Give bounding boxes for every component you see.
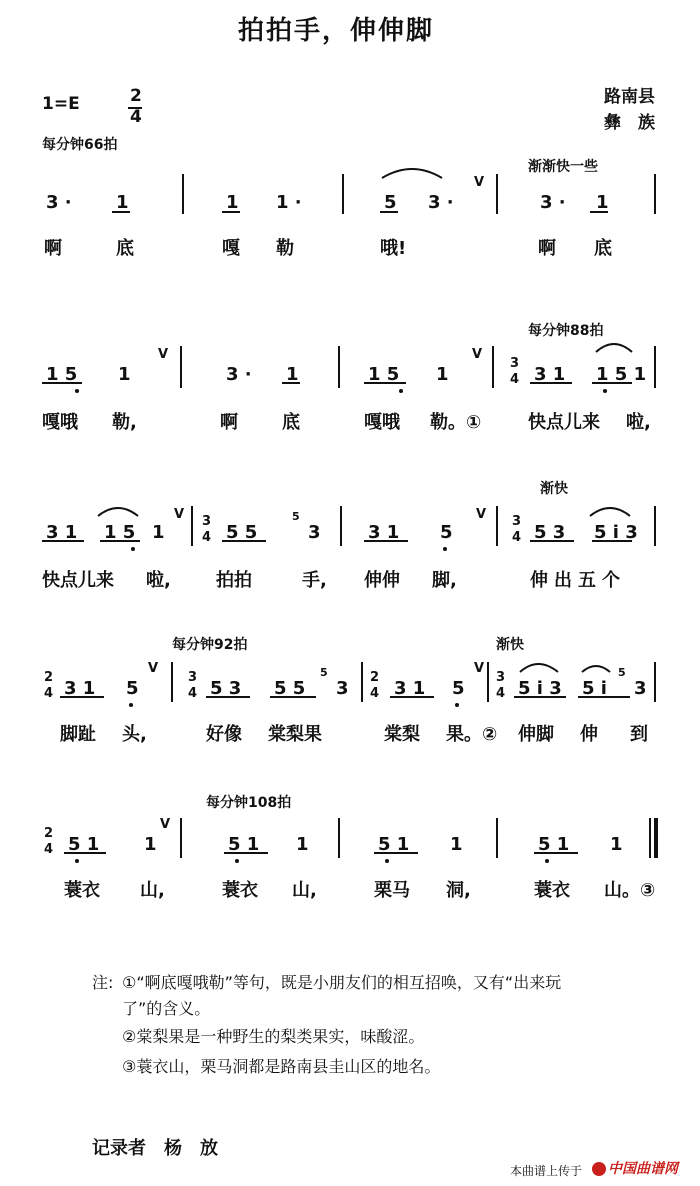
tempo-88: 每分钟88拍 bbox=[528, 323, 604, 339]
lyric: 棠梨果 bbox=[268, 724, 322, 745]
lyric: 底 bbox=[594, 238, 612, 259]
svg-text:5 i: 5 i bbox=[582, 678, 607, 699]
svg-text:5 5: 5 5 bbox=[226, 522, 258, 543]
lyric: 手, bbox=[302, 570, 327, 591]
lyric: 嘎哦 bbox=[364, 412, 400, 433]
svg-text:5 1: 5 1 bbox=[68, 834, 100, 855]
svg-text:5: 5 bbox=[452, 678, 465, 699]
svg-text:5 i 3: 5 i 3 bbox=[594, 522, 638, 543]
note-2: ②棠梨果是一种野生的梨类果实，味酸涩。 bbox=[122, 1027, 425, 1046]
svg-text:3: 3 bbox=[634, 678, 647, 699]
lyric: 嘎 bbox=[222, 238, 240, 259]
lyric: 到 bbox=[630, 724, 648, 745]
svg-text:5 1: 5 1 bbox=[228, 834, 260, 855]
svg-text:3 1: 3 1 bbox=[46, 522, 78, 543]
svg-text:4: 4 bbox=[370, 686, 380, 701]
svg-text:5 3: 5 3 bbox=[210, 678, 242, 699]
time-signature-top: 2 bbox=[130, 86, 142, 106]
svg-text:3 ·: 3 · bbox=[226, 364, 252, 385]
lyric: 山, bbox=[292, 880, 317, 901]
lyric: 山, bbox=[140, 880, 165, 901]
tempo-108: 每分钟108拍 bbox=[206, 795, 292, 811]
lyric: 啦, bbox=[146, 570, 171, 591]
song-title: 拍拍手，伸伸脚 bbox=[238, 16, 435, 46]
svg-text:1: 1 bbox=[436, 364, 449, 385]
svg-text:1: 1 bbox=[450, 834, 463, 855]
svg-text:2: 2 bbox=[44, 826, 54, 841]
svg-text:1: 1 bbox=[226, 192, 239, 213]
svg-text:4: 4 bbox=[510, 372, 520, 387]
svg-text:V: V bbox=[474, 661, 485, 676]
svg-text:1: 1 bbox=[152, 522, 165, 543]
svg-text:5 1: 5 1 bbox=[538, 834, 570, 855]
svg-text:5: 5 bbox=[384, 192, 397, 213]
note-1-cont: 了”的含义。 bbox=[122, 999, 211, 1018]
note-3: ③蓑衣山，栗马洞都是路南县圭山区的地名。 bbox=[122, 1057, 441, 1076]
svg-text:5: 5 bbox=[320, 666, 328, 679]
svg-text:V: V bbox=[148, 661, 159, 676]
svg-text:3 1: 3 1 bbox=[394, 678, 426, 699]
svg-text:4: 4 bbox=[202, 530, 212, 545]
lyric: 啦, bbox=[626, 412, 651, 433]
svg-text:3 1: 3 1 bbox=[64, 678, 96, 699]
svg-text:3: 3 bbox=[512, 514, 522, 529]
svg-text:5: 5 bbox=[126, 678, 139, 699]
svg-text:V: V bbox=[160, 817, 171, 832]
logo-text: 中国曲谱网 bbox=[608, 1161, 678, 1177]
lyric: 山。③ bbox=[604, 880, 656, 901]
lyric: 勒。① bbox=[430, 412, 482, 433]
lyric: 伸出五个 bbox=[530, 570, 626, 591]
svg-text:1: 1 bbox=[596, 192, 609, 213]
tempo-92: 每分钟92拍 bbox=[172, 637, 248, 653]
svg-text:3 ·: 3 · bbox=[540, 192, 566, 213]
note-1: ①“啊底嘎哦勒”等句，既是小朋友们的相互招唤，又有“出来玩 bbox=[122, 973, 562, 992]
direction-1: 渐渐快一些 bbox=[528, 159, 598, 175]
svg-text:4: 4 bbox=[188, 686, 198, 701]
svg-text:2: 2 bbox=[370, 670, 380, 685]
svg-text:1: 1 bbox=[118, 364, 131, 385]
svg-text:V: V bbox=[158, 347, 169, 362]
svg-text:3 1: 3 1 bbox=[368, 522, 400, 543]
svg-text:5: 5 bbox=[618, 666, 626, 679]
svg-text:V: V bbox=[472, 347, 483, 362]
svg-text:5 i 3: 5 i 3 bbox=[518, 678, 562, 699]
lyric: 快点儿来 bbox=[42, 570, 114, 591]
key-signature: 1=E bbox=[42, 94, 80, 114]
footer-text: 本曲谱上传于 bbox=[510, 1164, 583, 1178]
svg-text:1: 1 bbox=[610, 834, 623, 855]
lyric: 底 bbox=[116, 238, 134, 259]
lyric: 啊 bbox=[44, 238, 62, 259]
lyric: 脚趾 bbox=[60, 724, 96, 745]
lyric: 啊 bbox=[538, 238, 556, 259]
svg-text:3 ·: 3 · bbox=[46, 192, 72, 213]
notes-label: 注: bbox=[92, 973, 114, 992]
lyric: 果。② bbox=[446, 724, 498, 745]
lyric: 啊 bbox=[220, 412, 238, 433]
svg-text:3: 3 bbox=[188, 670, 198, 685]
lyric: 蓑衣 bbox=[534, 880, 570, 901]
lyric: 头, bbox=[122, 724, 147, 745]
svg-text:1 5: 1 5 bbox=[46, 364, 78, 385]
svg-text:4: 4 bbox=[44, 842, 54, 857]
lyric: 哦! bbox=[380, 238, 407, 259]
site-logo[interactable] bbox=[592, 1158, 678, 1178]
svg-text:1: 1 bbox=[144, 834, 157, 855]
svg-text:3: 3 bbox=[510, 356, 520, 371]
direction-4: 渐快 bbox=[496, 637, 524, 653]
lyric: 蓑衣 bbox=[222, 880, 258, 901]
svg-text:1 5: 1 5 bbox=[368, 364, 400, 385]
svg-text:5: 5 bbox=[292, 510, 300, 523]
lyric: 勒 bbox=[276, 238, 294, 259]
svg-text:3 ·: 3 · bbox=[428, 192, 454, 213]
svg-text:3 1: 3 1 bbox=[534, 364, 566, 385]
lyric: 伸伸 bbox=[364, 570, 400, 591]
lyric: 脚, bbox=[432, 570, 457, 591]
region-label: 路南县 bbox=[604, 87, 655, 107]
direction-3: 渐快 bbox=[540, 481, 568, 497]
svg-text:5: 5 bbox=[440, 522, 453, 543]
svg-text:4: 4 bbox=[44, 686, 54, 701]
time-signature-bottom: 4 bbox=[130, 107, 142, 127]
svg-text:5 1: 5 1 bbox=[378, 834, 410, 855]
ethnicity-label: 彝 族 bbox=[604, 113, 655, 133]
lyric: 伸 bbox=[580, 724, 598, 745]
lyric: 好像 bbox=[206, 724, 242, 745]
lyric: 洞, bbox=[446, 880, 471, 901]
lyric: 勒, bbox=[112, 412, 137, 433]
svg-text:1 ·: 1 · bbox=[276, 192, 302, 213]
svg-text:1: 1 bbox=[116, 192, 129, 213]
lyric: 拍拍 bbox=[216, 570, 252, 591]
svg-text:5 5: 5 5 bbox=[274, 678, 306, 699]
svg-text:5 3: 5 3 bbox=[534, 522, 566, 543]
svg-text:4: 4 bbox=[496, 686, 506, 701]
lyric: 蓑衣 bbox=[64, 880, 100, 901]
svg-text:1: 1 bbox=[296, 834, 309, 855]
svg-text:V: V bbox=[174, 507, 185, 522]
svg-text:V: V bbox=[474, 175, 485, 190]
recorder-credit: 记录者 杨 放 bbox=[92, 1138, 218, 1159]
svg-text:3: 3 bbox=[202, 514, 212, 529]
lyric: 伸脚 bbox=[518, 724, 554, 745]
lyric: 底 bbox=[282, 412, 300, 433]
svg-text:1: 1 bbox=[286, 364, 299, 385]
svg-text:1 5 1: 1 5 1 bbox=[596, 364, 647, 385]
tempo-marking: 每分钟66拍 bbox=[42, 137, 118, 153]
lyric: 嘎哦 bbox=[42, 412, 78, 433]
svg-text:4: 4 bbox=[512, 530, 522, 545]
logo-icon bbox=[592, 1162, 606, 1176]
svg-text:V: V bbox=[476, 507, 487, 522]
lyric: 棠梨 bbox=[384, 724, 420, 745]
lyric: 栗马 bbox=[374, 880, 410, 901]
lyric: 快点儿来 bbox=[528, 412, 600, 433]
svg-text:3: 3 bbox=[496, 670, 506, 685]
svg-text:3: 3 bbox=[336, 678, 349, 699]
svg-text:3: 3 bbox=[308, 522, 321, 543]
svg-text:1 5: 1 5 bbox=[104, 522, 136, 543]
svg-text:2: 2 bbox=[44, 670, 54, 685]
